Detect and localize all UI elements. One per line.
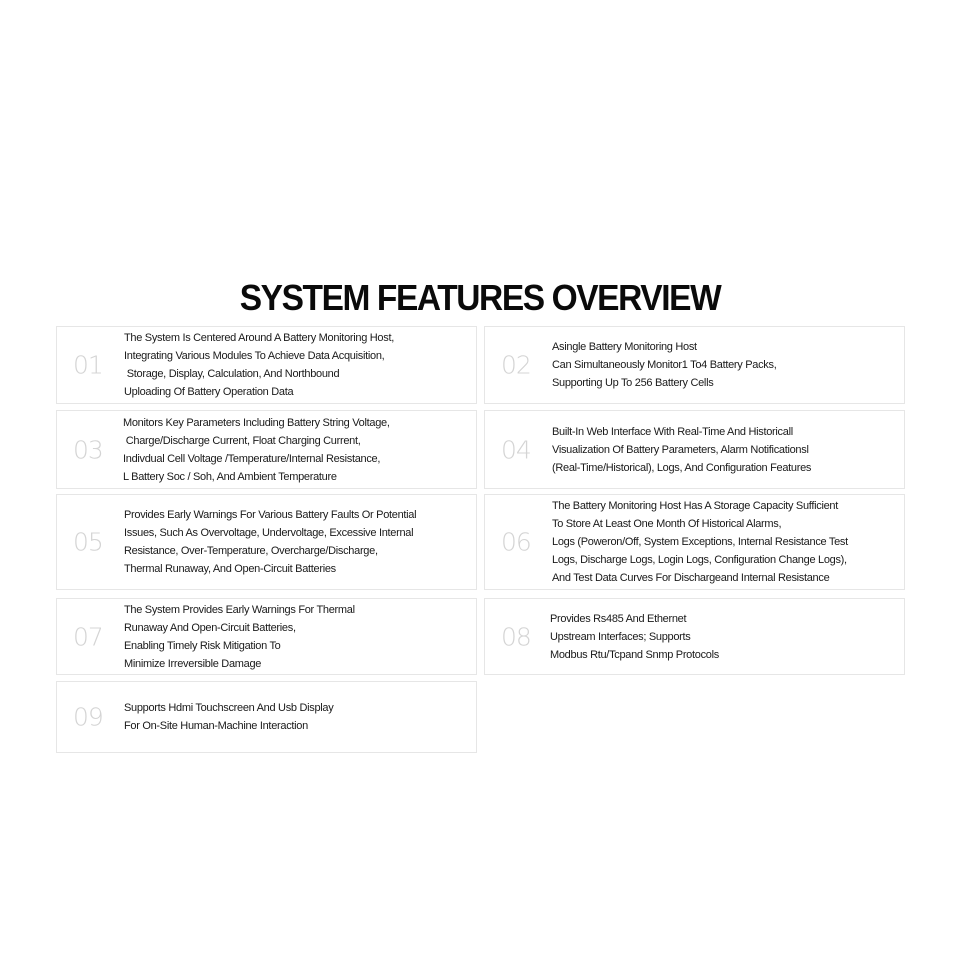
feature-text-line: Monitors Key Parameters Including Battery String Voltage, (123, 416, 390, 429)
feature-description (124, 506, 468, 578)
feature-text-line: Supports Hdmi Touchscreen And Usb Display (124, 702, 334, 714)
feature-text-line: For On-Site Human-Machine Interaction (124, 720, 308, 732)
feature-card-04 (484, 410, 905, 489)
feature-description (552, 338, 896, 392)
feature-text-line: The System Is Centered Around A Battery Monitoring Host, (124, 332, 394, 344)
feature-description (552, 423, 896, 477)
feature-text-line: The System Provides Early Warnings For Thermal (124, 603, 355, 616)
feature-text-line: Built-In Web Interface With Real-Time And Historicall (552, 425, 793, 438)
feature-text-line: Minimize Irreversible Damage (124, 657, 262, 670)
feature-text-line: Logs, Discharge Logs, Login Logs, Configuration Change Logs), (552, 554, 847, 566)
feature-number: 07 (73, 622, 103, 651)
feature-text-line: Supporting Up To 256 Battery Cells (552, 377, 714, 389)
feature-description (124, 699, 468, 735)
feature-text-line: Provides Early Warnings For Various Battery Faults Or Potential (124, 509, 417, 521)
feature-text-line: Uploading Of Battery Operation Data (124, 386, 294, 398)
feature-card-06 (484, 494, 905, 590)
feature-number: 06 (501, 527, 531, 557)
feature-text-line: Charge/Discharge Current, Float Charging Current, (123, 434, 361, 447)
feature-description (124, 329, 468, 401)
feature-text-line: Visualization Of Battery Parameters, Alarm Notificationsl (552, 443, 809, 456)
feature-card-07 (56, 598, 477, 675)
feature-text-line: Logs (Poweron/Off, System Exceptions, Internal Resistance Test (552, 536, 848, 548)
feature-text-line: Storage, Display, Calculation, And Northbound (124, 368, 340, 380)
feature-text-line: Resistance, Over-Temperature, Overcharge/Discharge, (124, 545, 378, 557)
feature-text-line: Asingle Battery Monitoring Host (552, 341, 697, 353)
feature-number: 04 (501, 435, 531, 464)
feature-number: 01 (73, 350, 103, 380)
page-title: SYSTEM FEATURES OVERVIEW (239, 277, 721, 318)
feature-text-line: Runaway And Open-Circuit Batteries, (124, 621, 296, 634)
feature-text-line: L Battery Soc / Soh, And Ambient Temperature (123, 470, 337, 483)
feature-text-line: Provides Rs485 And Ethernet (550, 612, 687, 625)
feature-number: 09 (73, 702, 103, 732)
feature-description (550, 610, 896, 664)
feature-card-05 (56, 494, 477, 590)
feature-text-line: Integrating Various Modules To Achieve Data Acquisition, (124, 350, 385, 362)
feature-text-line: Indivdual Cell Voltage /Temperature/Internal Resistance, (123, 452, 381, 465)
feature-card-02 (484, 326, 905, 404)
feature-card-01 (56, 326, 477, 404)
feature-text-line: Issues, Such As Overvoltage, Undervoltage, Excessive Internal (124, 527, 414, 539)
feature-text-line: And Test Data Curves For Dischargeand Internal Resistance (552, 572, 830, 584)
feature-number: 02 (501, 350, 531, 380)
feature-text-line: Upstream Interfaces; Supports (550, 630, 691, 643)
feature-text-line: Can Simultaneously Monitor1 To4 Battery Packs, (552, 359, 777, 371)
feature-text-line: The Battery Monitoring Host Has A Storage Capacity Sufficient (552, 500, 838, 512)
feature-description (552, 497, 896, 587)
feature-card-09 (56, 681, 477, 753)
feature-text-line: (Real-Time/Historical), Logs, And Configuration Features (552, 461, 812, 474)
feature-description (124, 601, 468, 673)
feature-text-line: Modbus Rtu/Tcpand Snmp Protocols (550, 648, 719, 661)
feature-number: 08 (501, 622, 531, 651)
feature-text-line: Thermal Runaway, And Open-Circuit Batteries (124, 563, 336, 575)
feature-text-line: To Store At Least One Month Of Historical Alarms, (552, 518, 782, 530)
feature-card-03 (56, 410, 477, 489)
feature-card-08 (484, 598, 905, 675)
feature-description (123, 414, 468, 486)
feature-number: 03 (73, 435, 103, 464)
feature-number: 05 (73, 527, 103, 557)
feature-text-line: Enabling Timely Risk Mitigation To (124, 639, 281, 652)
